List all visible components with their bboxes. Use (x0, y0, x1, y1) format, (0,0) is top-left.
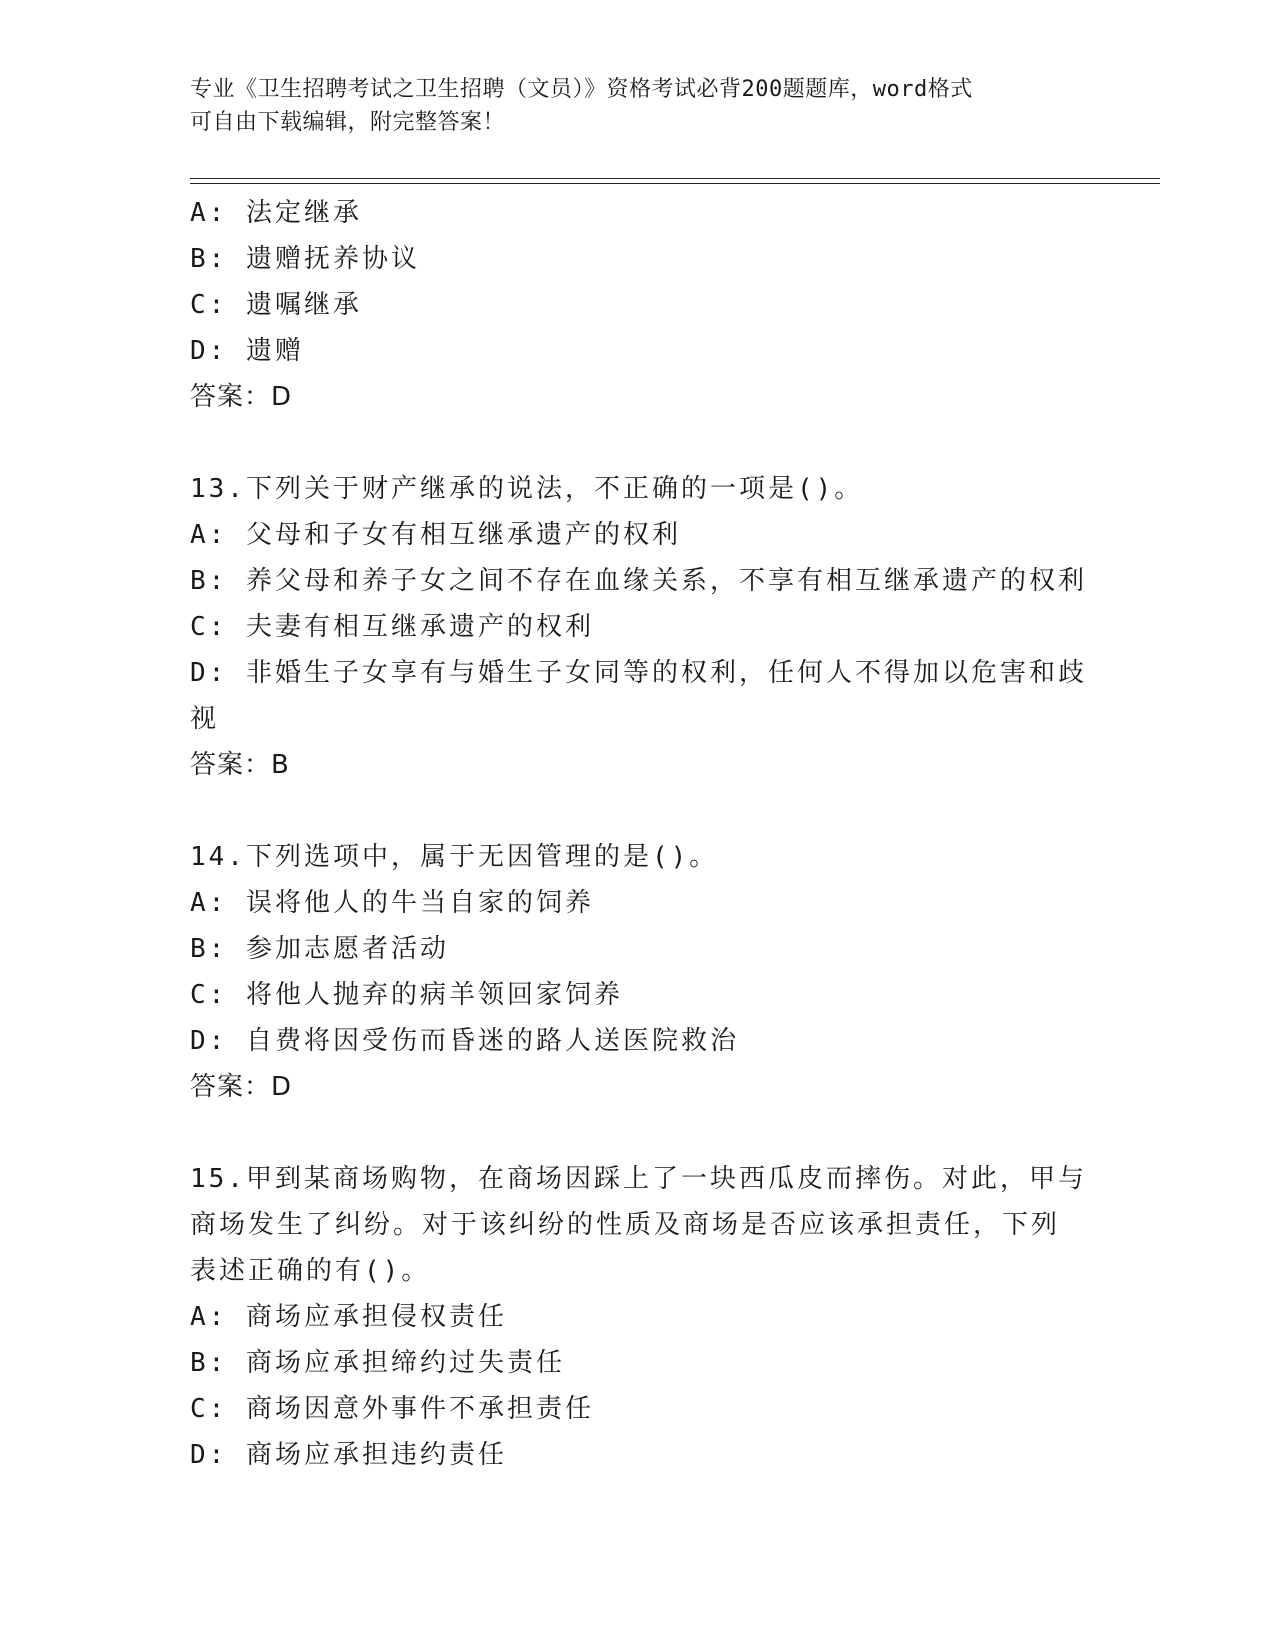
q12-option-c: C: 遗嘱继承 (190, 290, 362, 320)
question-list (190, 190, 1090, 1478)
spacer (190, 788, 1090, 834)
question-13 (190, 466, 1090, 788)
q15-option-a: A: 商场应承担侵权责任 (190, 1302, 507, 1332)
q15-stem-line-3: 表述正确的有()。 (190, 1256, 431, 1286)
q14-option-d: D: 自费将因受伤而昏迷的路人送医院救治 (190, 1026, 739, 1056)
q12-option-d: D: 遗赠 (190, 336, 304, 366)
q13-option-d-continued: 视 (190, 704, 220, 734)
q12-option-a: A: 法定继承 (190, 198, 362, 228)
q14-option-a: A: 误将他人的牛当自家的饲养 (190, 888, 594, 918)
spacer (190, 420, 1090, 466)
q13-option-b: B: 养父母和养子女之间不存在血缘关系，不享有相互继承遗产的权利 (190, 566, 1087, 596)
header-title-line-1: 专业《卫生招聘考试之卫生招聘（文员）》资格考试必背200题题库，word格式 (190, 77, 973, 102)
q15-option-d: D: 商场应承担违约责任 (190, 1440, 507, 1470)
q13-option-c: C: 夫妻有相互继承遗产的权利 (190, 612, 594, 642)
question-12 (190, 190, 1090, 420)
q12-option-b: B: 遗赠抚养协议 (190, 244, 420, 274)
q12-answer: 答案：D (190, 382, 293, 412)
q15-stem-line-1: 15.甲到某商场购物，在商场因踩上了一块西瓜皮而摔伤。对此，甲与 (190, 1164, 1087, 1194)
q14-option-c: C: 将他人抛弃的病羊领回家饲养 (190, 980, 623, 1010)
q14-answer: 答案：D (190, 1072, 293, 1102)
header-divider-bottom (190, 183, 1160, 184)
q15-stem-line-2: 商场发生了纠纷。对于该纠纷的性质及商场是否应该承担责任，下列 (190, 1210, 1061, 1240)
page-header (190, 73, 1070, 139)
header-divider-top (190, 178, 1160, 179)
q15-option-b: B: 商场应承担缔约过失责任 (190, 1348, 565, 1378)
q14-option-b: B: 参加志愿者活动 (190, 934, 449, 964)
q14-stem: 14.下列选项中，属于无因管理的是()。 (190, 842, 719, 872)
q15-option-c: C: 商场因意外事件不承担责任 (190, 1394, 594, 1424)
q13-option-a: A: 父母和子女有相互继承遗产的权利 (190, 520, 681, 550)
question-14 (190, 834, 1090, 1110)
q13-answer: 答案：B (190, 750, 290, 780)
header-title-line-2: 可自由下载编辑，附完整答案！ (190, 110, 506, 135)
q13-option-d: D: 非婚生子女享有与婚生子女同等的权利，任何人不得加以危害和歧 (190, 658, 1087, 688)
spacer (190, 1110, 1090, 1156)
q13-stem: 13.下列关于财产继承的说法，不正确的一项是()。 (190, 474, 864, 504)
question-15 (190, 1156, 1090, 1478)
